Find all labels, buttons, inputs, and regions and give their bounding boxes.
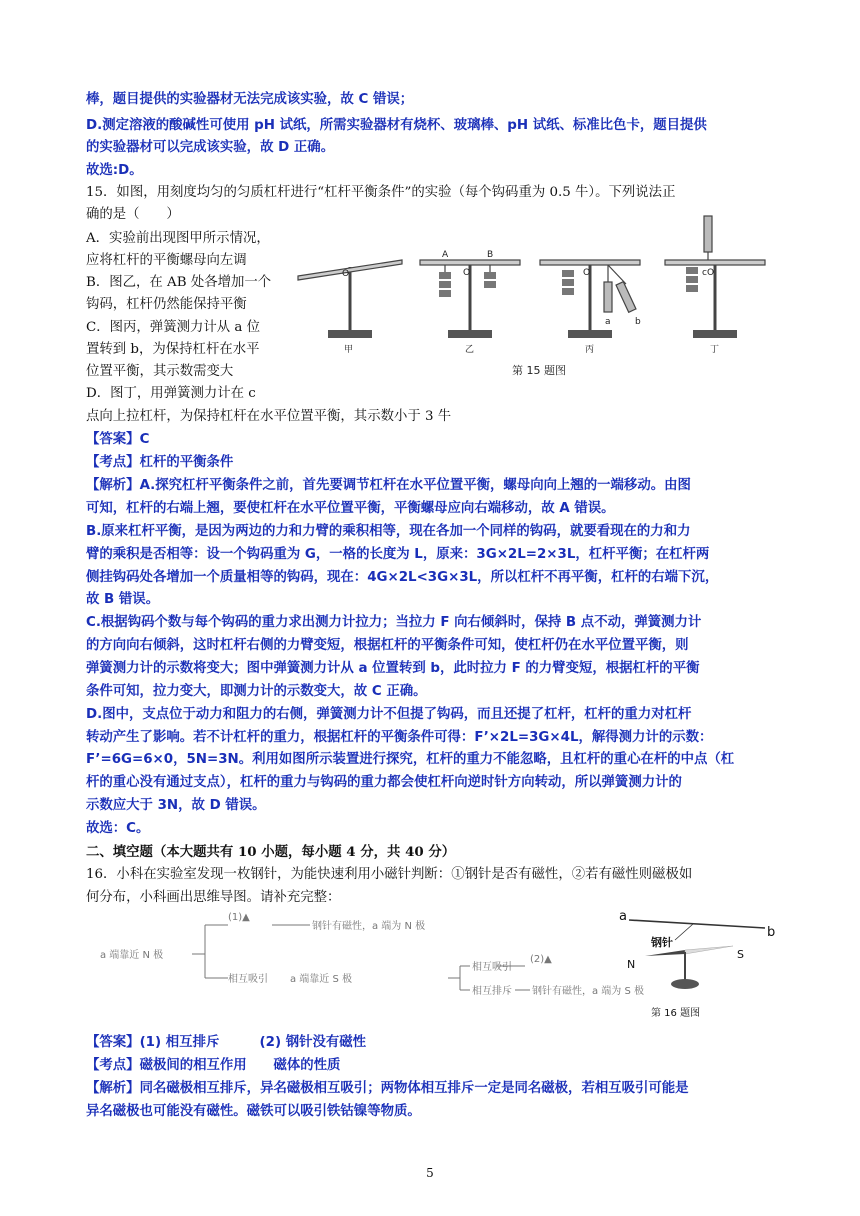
q15-analysis-line11: D.图中，支点位于动力和阻力的右侧，弹簧测力计不但提了钩码，而且还提了杠杆，杠杆的重力对杠杆 — [86, 707, 692, 722]
q15-analysis-line1: 【解析】A.探究杠杆平衡条件之前，首先要调节杠杆在水平位置平衡，螺母向向上翘的一端移动。由图 — [86, 478, 691, 493]
q15-analysis-line8: 的方向向右倾斜，这时杠杆右侧的力臂变短，根据杠杆的平衡条件可知，使杠杆仍在水平位置平衡，则 — [86, 638, 689, 653]
q15-choice: 故选：C。 — [86, 821, 150, 836]
map-blank2: (2)▲ — [530, 954, 552, 965]
fig16-label-b: b — [767, 925, 776, 940]
section-2-heading: 二、填空题（本大题共有 10 小题，每小题 4 分，共 40 分） — [86, 844, 456, 860]
fig16-caption: 第 16 题图 — [651, 1008, 701, 1019]
q15-analysis-line2: 可知，杠杆的右端上翘，要使杠杆在水平位置平衡，平衡螺母应向右端移动，故 A 错误。 — [86, 501, 615, 516]
q15-analysis-line14: 杆的重心没有通过支点），杠杆的重力与钩码的重力都会使杠杆向逆时针方向转动，所以弹簧测力计的 — [86, 775, 682, 790]
fig15-o-ding: O — [707, 268, 715, 278]
q15-analysis-line15: 示数应大于 3N，故 D 错误。 — [86, 798, 266, 813]
q16-answer: 【答案】(1) 相互排斥 (2) 钢针没有磁性 — [86, 1035, 367, 1050]
q15-analysis-line9: 弹簧测力计的示数将变大；图中弹簧测力计从 a 位置转到 b，此时拉力 F 的力臂变短，根据杠杆的平衡 — [86, 661, 700, 676]
map-attract: 相互吸引 — [228, 974, 268, 985]
q15-option-c-line2: 置转到 b，为保持杠杆在水平 — [86, 342, 260, 357]
map-repel: 相互排斥 — [472, 986, 512, 997]
prev-choice: 故选:D。 — [86, 163, 143, 178]
q16-analysis-line1: 【解析】同名磁极相互排斥，异名磁极相互吸引；两物体相互排斥一定是同名磁极，若相互吸引可能是 — [86, 1081, 689, 1096]
fig15-label-a: a — [605, 317, 611, 327]
fig15-caption-jia: 甲 — [344, 345, 354, 355]
q15-analysis-line5: 侧挂钩码处各增加一个质量相等的钩码，现在：4G×2L<3G×3L，所以杠杆不再平衡，杠杆的右端下沉， — [86, 570, 719, 585]
q15-point: 【考点】杠杆的平衡条件 — [86, 455, 234, 470]
fig15-label-A: A — [442, 250, 449, 260]
q15-analysis-line10: 条件可知，拉力变大，即测力计的示数变大，故 C 正确。 — [86, 684, 427, 699]
map-blank1: (1)▲ — [228, 912, 250, 923]
fig15-o-jia: O — [342, 269, 350, 279]
map-result3: 钢针有磁性，a 端为 S 极 — [532, 986, 645, 997]
q15-option-b-line2: 钩码，杠杆仍然能保持平衡 — [86, 297, 247, 312]
q15-analysis-line12: 转动产生了影响。若不计杠杆的重力，根据杠杆的平衡条件可得：F’×2L=3G×4L，解得测力计的示数： — [86, 730, 713, 745]
fig15-o-yi: O — [463, 268, 471, 278]
q16-point: 【考点】磁极间的相互作用 磁体的性质 — [86, 1058, 341, 1073]
fig16-label-needle: 钢针 — [651, 936, 673, 949]
fig15-label-B: B — [487, 250, 494, 260]
fig15-caption-ding: 丁 — [710, 345, 720, 355]
q15-analysis-line6: 故 B 错误。 — [86, 592, 160, 607]
map-attract2: 相互吸引 — [472, 962, 512, 973]
page-number: 5 — [426, 1166, 434, 1180]
fig15-caption-yi: 乙 — [465, 345, 475, 355]
q15-option-c-line3: 位置平衡，其示数需变大 — [86, 364, 234, 379]
q15-option-a-line2: 应将杠杆的平衡螺母向左调 — [86, 253, 247, 268]
fig15-label-b: b — [635, 317, 641, 327]
prev-d-line1: D.测定溶液的酸碱性可使用 pH 试纸，所需实验器材有烧杯、玻璃棒、pH 试纸、标准比色卡，题目提供 — [86, 118, 707, 133]
q15-figure — [290, 212, 770, 382]
q15-option-a-line1: A．实验前出现图甲所示情况， — [86, 231, 270, 246]
q15-stem-line2: 确的是（ ） — [86, 207, 180, 222]
q16-stem-line1: 16．小科在实验室发现一枚钢针，为能快速利用小磁针判断：①钢针是否有磁性，②若有磁性则磁极如 — [86, 867, 693, 882]
q15-stem-line1: 15．如图，用刻度均匀的匀质杠杆进行“杠杆平衡条件”的实验（每个钩码重为 0.5 牛）。下列说法正 — [86, 185, 676, 200]
q16-mind-map — [100, 908, 645, 1008]
prev-c-tail: 棒，题目提供的实验器材无法完成该实验，故 C 错误； — [86, 92, 414, 107]
fig15-caption-bing: 丙 — [585, 345, 595, 355]
prev-d-line2: 的实验器材可以完成该实验，故 D 正确。 — [86, 140, 335, 155]
q15-analysis-line3: B.原来杠杆平衡，是因为两边的力和力臂的乘积相等，现在各加一个同样的钩码，就要看现在的力和力 — [86, 524, 691, 539]
q16-figure — [615, 908, 780, 1026]
q15-option-b-line1: B．图乙，在 AB 处各增加一个 — [86, 275, 272, 290]
q15-option-d-line1: D．图丁，用弹簧测力计在 c — [86, 386, 256, 401]
q15-answer: 【答案】C — [86, 432, 150, 447]
q15-option-c-line1: C．图丙，弹簧测力计从 a 位 — [86, 320, 261, 335]
q15-option-d-line2: 点向上拉杠杆，为保持杠杆在水平位置平衡，其示数小于 3 牛 — [86, 409, 452, 424]
q16-stem-line2: 何分布，小科画出思维导图。请补充完整： — [86, 890, 341, 905]
fig16-label-S: S — [737, 948, 744, 961]
map-mid: a 端靠近 S 极 — [290, 974, 353, 985]
q15-analysis-line7: C.根据钩码个数与每个钩码的重力求出测力计拉力；当拉力 F 向右倾斜时，保持 B 点不动，弹簧测力计 — [86, 615, 702, 630]
fig16-label-a: a — [619, 909, 627, 924]
fig15-o-bing: O — [583, 268, 591, 278]
fig15-label-c: c — [702, 268, 707, 278]
map-root: a 端靠近 N 极 — [100, 950, 164, 961]
fig16-label-N: N — [627, 958, 636, 971]
q15-analysis-line13: F’=6G=6×0，5N=3N。利用如图所示装置进行探究，杠杆的重力不能忽略，且杠杆的重心在杆的中点（杠 — [86, 752, 735, 767]
q15-analysis-line4: 臂的乘积是否相等：设一个钩码重为 G，一格的长度为 L，原来：3G×2L=2×3L，杠杆平衡；在杠杆两 — [86, 547, 710, 562]
fig15-caption: 第 15 题图 — [512, 364, 566, 377]
q16-analysis-line2: 异名磁极也可能没有磁性。磁铁可以吸引铁钴镍等物质。 — [86, 1104, 421, 1119]
map-result1: 钢针有磁性，a 端为 N 极 — [312, 921, 426, 932]
